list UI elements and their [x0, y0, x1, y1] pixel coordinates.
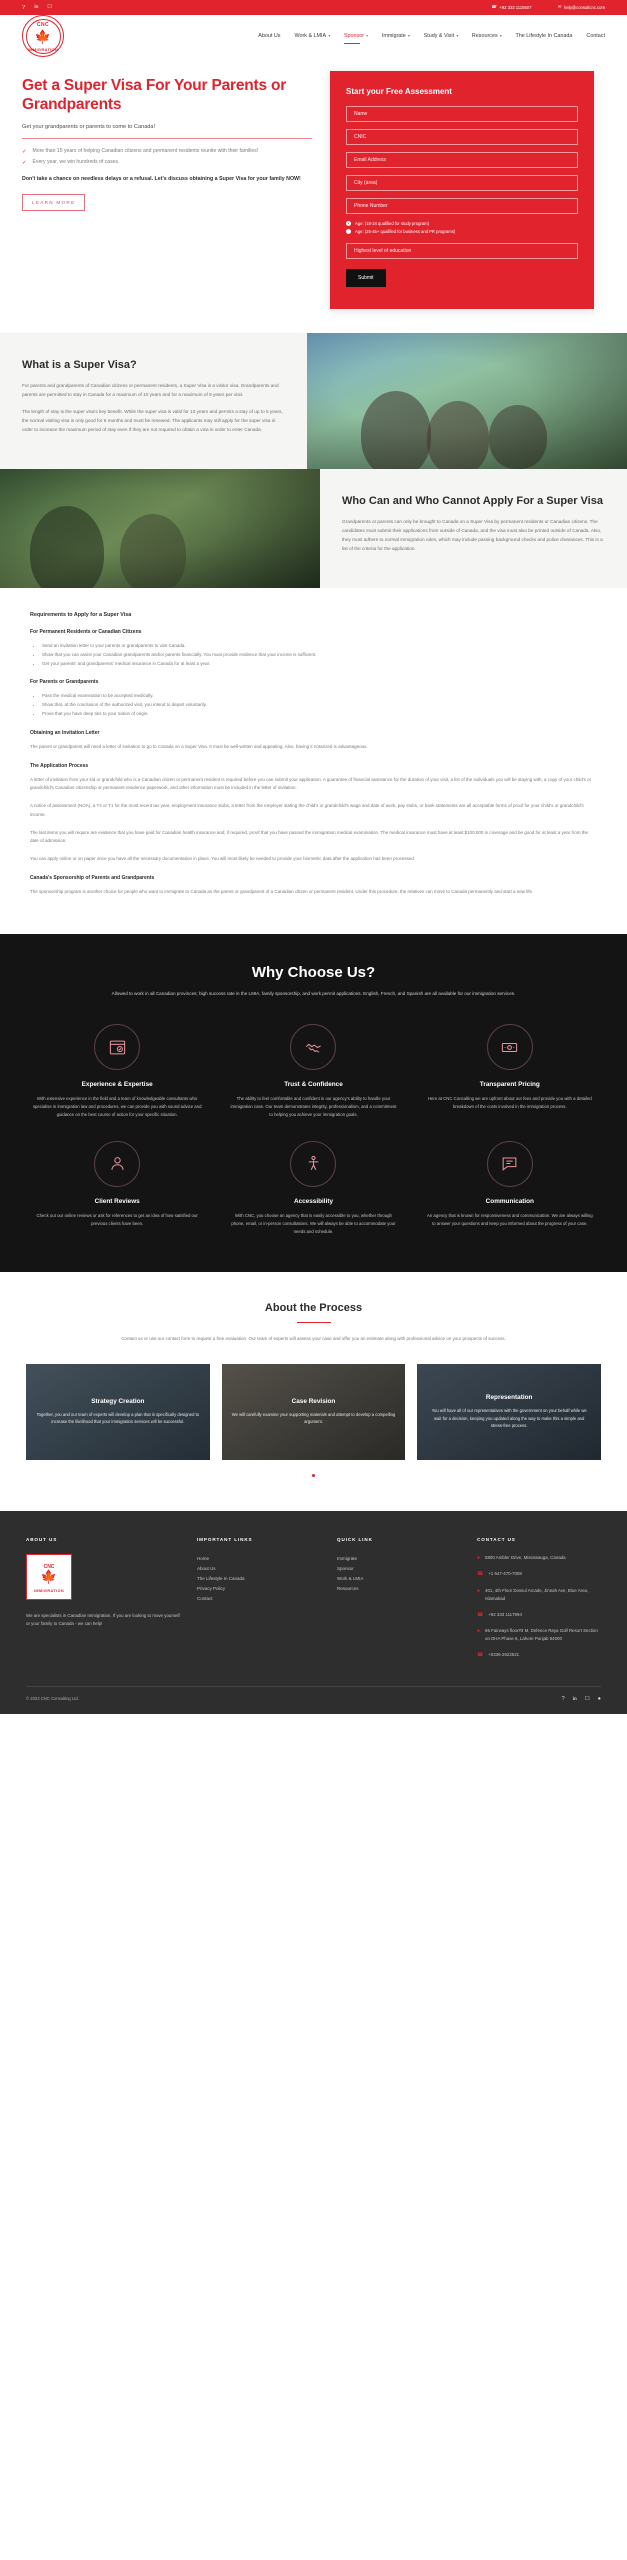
- radio-age-25-45[interactable]: [346, 229, 578, 234]
- about-the-process-section: [0, 1272, 627, 1511]
- nav-label: Resources: [471, 33, 498, 39]
- top-utility-bar: [0, 0, 627, 15]
- nav-label: Study & Visit: [423, 33, 455, 39]
- feature-text: An agency that is known for responsiveness and communication. We are always willing to answer your questions and keep you informed about the progress of your case.: [426, 1212, 593, 1226]
- what-is-text: [0, 333, 307, 469]
- list-item-text: Every year, we win hundreds of cases.: [32, 159, 120, 166]
- what-is-super-visa-section: [0, 333, 627, 469]
- nav-label: The Lifestyle In Canada: [515, 33, 573, 39]
- list-item: • Get your parents' and grandparents' medical insurance in Canada for at least a year.: [42, 660, 597, 669]
- city-field[interactable]: [346, 175, 578, 191]
- radio-age-18-24[interactable]: [346, 221, 578, 226]
- hero-note: Don't take a chance on needless delays or a refusal. Let's discuss obtaining a Super Visa for your family NOW!: [22, 175, 301, 182]
- topbar-contacts: [491, 5, 605, 10]
- feature-title: Accessibility: [293, 1197, 334, 1205]
- maple-leaf-icon: 🍁: [34, 28, 52, 44]
- contact-text: 401, 4th Floor Dossul Arcade, Jinnah Ave, Blue Area, Islamabad: [485, 1588, 589, 1601]
- radio-unselected-icon: [346, 229, 351, 234]
- who-can-apply-section: [0, 469, 627, 588]
- nav-item-sponsor[interactable]: [344, 33, 368, 39]
- footer-link-privacy-policy[interactable]: Privacy Policy: [197, 1586, 226, 1592]
- email-field[interactable]: [346, 152, 578, 168]
- section-title: Who Can and Who Cannot Apply For a Super Visa: [342, 495, 603, 508]
- card-text: You will have all of our representatives with the government on your behalf while we wait for a decision, keeping you updated along the way to make this a simple and stress-free process.: [431, 1408, 587, 1428]
- nav-item-lifestyle[interactable]: [515, 33, 572, 39]
- feature-accessibility: [222, 1141, 404, 1236]
- contact-text: +92 333 1117994: [488, 1611, 522, 1617]
- list-item: [22, 159, 312, 167]
- linkedin-icon[interactable]: in: [572, 1695, 577, 1701]
- radio-label: Age: (18-24 qualified for study program): [355, 221, 430, 226]
- contact-text: 65 Fairways floor#3 M, Defence Raya Golf Resort Section on DHA Phase 6, Lahore Punjab 54000: [485, 1628, 598, 1642]
- topbar-phone[interactable]: ☎ +92 333 1115507: [491, 4, 532, 10]
- logo-text-top: CNC: [43, 1563, 55, 1570]
- submit-button[interactable]: Submit: [346, 269, 386, 287]
- paragraph: You can apply online or on paper once you have all the necessary documentation in place. You will most likely be needed to provide your biometric data after the application has been processed.: [30, 856, 416, 862]
- list-item: • Show that, at the conclusion of the authorized visit, you intend to depart voluntarily.: [42, 701, 597, 710]
- footer-important-links-column: [197, 1537, 321, 1668]
- phone-icon: ☎: [477, 1611, 484, 1618]
- instagram-icon[interactable]: ☐: [47, 4, 52, 10]
- footer-quick-link-column: [337, 1537, 461, 1668]
- nav-item-study-visit[interactable]: [424, 33, 458, 39]
- carousel-dot-active[interactable]: [312, 1474, 315, 1477]
- radio-label: Age: (25-45+ qualified for business and PR programs): [355, 229, 456, 234]
- site-footer: [0, 1511, 627, 1668]
- subsection-title: For Parents or Grandparents: [30, 679, 99, 686]
- list-item: • Send an invitation letter to your parents or grandparents to visit Canada.: [42, 642, 597, 651]
- footer-link-immigrate[interactable]: Immigrate: [337, 1555, 358, 1561]
- footer-link-sponsor[interactable]: Sponsor: [337, 1565, 354, 1571]
- cnic-field[interactable]: [346, 129, 578, 145]
- footer-heading: IMPORTANT LINKS: [197, 1536, 253, 1542]
- map-pin-icon: ●: [477, 1628, 481, 1635]
- subsection-title: Canada's Sponsorship of Parents and Grandparents: [30, 874, 155, 881]
- feature-title: Client Reviews: [94, 1197, 140, 1205]
- paragraph: A letter of invitation from your kid or grandchild who is a Canadian citizen or permanent resident is required before you can submit your application. A guarantee of financial assistance for the duration of your visit, a list of the individuals you will be staying with, a copy of your child's or grandchild's Canadian citizenship or permanent residence paperwork, and other information must be included in the letter of invitation.: [30, 776, 592, 791]
- twitter-icon[interactable]: ●: [597, 1695, 601, 1702]
- section-title: About the Process: [264, 1301, 363, 1314]
- chevron-down-icon: ▾: [456, 34, 458, 38]
- logo-text-top: CNC: [36, 22, 50, 28]
- requirements-list-pr: [42, 642, 597, 668]
- subsection-title: The Application Process: [30, 762, 89, 769]
- section-title: What is a Super Visa?: [22, 359, 137, 371]
- nav-item-contact[interactable]: [586, 33, 605, 39]
- family-selfie-photo: [307, 333, 627, 469]
- price-tag-icon: [487, 1024, 533, 1070]
- process-card-representation[interactable]: [417, 1364, 601, 1460]
- contact-phone-canada[interactable]: [477, 1570, 601, 1579]
- requirements-heading: Requirements to Apply for a Super Visa: [30, 612, 132, 619]
- paragraph: The parent or grandparent will need a letter of invitation to go to Canada on a Super Visa. It must be well-written and appealing. Also, having it notarized is advantageous.: [30, 743, 368, 749]
- list-item: [22, 148, 312, 156]
- footer-copyright-bar: [26, 1686, 601, 1714]
- paragraph: The length of stay is the super visa's key benefit. While the super visa is valid for 10 years and permits a stay of up to 5 years, the normal visiting visa is only good for 6 months and must be renewed. The applicants may still apply for the super visa in order to increase the maximum period of stay even if they are not required to obtain a visa in order to enter Canada.: [22, 409, 283, 432]
- nav-item-immigrate[interactable]: [382, 33, 410, 39]
- contact-text: 5800 Ambler Drive, Mississauga, Canada: [485, 1554, 566, 1560]
- subsection-title: For Permanent Residents or Canadian Citizens: [30, 629, 142, 636]
- feature-trust-confidence: [222, 1024, 404, 1119]
- user-review-icon: [94, 1141, 140, 1187]
- form-heading: Start your Free Assessment: [346, 87, 452, 96]
- feature-transparent-pricing: [419, 1024, 601, 1119]
- hero-subtitle: Get your grandparents or parents to come to Canada!: [22, 123, 156, 130]
- feature-title: Communication: [485, 1197, 534, 1205]
- hero-benefit-list: [22, 148, 312, 168]
- process-card-strategy-creation[interactable]: [26, 1364, 210, 1460]
- card-text: Together, you and our team of experts will develop a plan that is specifically designed to increase the likelihood that your immigration services will be successful.: [36, 1411, 200, 1425]
- feature-experience-expertise: [26, 1024, 208, 1119]
- hero-copy: [22, 71, 312, 211]
- page-title: Get a Super Visa For Your Parents or Grandparents: [22, 77, 287, 113]
- card-title: Case Revision: [291, 1397, 336, 1405]
- feature-client-reviews: [26, 1141, 208, 1236]
- footer-contact-column: [477, 1537, 601, 1668]
- paragraph: A notice of assessment (NOA), a T4 or T1 for the most recent tax year, employment insurance stubs, a letter from the employer stating the child's or grandchild's wage and date of work, pay stubs, or bank statements are all acceptable forms of proof for your child's or grandchild's income.: [30, 803, 584, 817]
- radio-selected-icon: [346, 221, 351, 226]
- paragraph: The sponsorship program is another choice for people who want to immigrate to Canada as the parent or grandparent of a Canadian citizen or permanent resident. Under this procedure, the relatives can move to Canada permanently and start a new life.: [30, 888, 534, 894]
- card-title: Strategy Creation: [91, 1397, 145, 1405]
- features-grid: [26, 1024, 601, 1236]
- footer-contact-list: [477, 1554, 601, 1660]
- paragraph: The last items you will require are evidence that you have paid for Canadian health insurance and, if required, proof that you have passed the immigration medical examination. The medical insurance must have at least $100,000 in coverage and be good for at least a year from the date of admission.: [30, 829, 588, 844]
- chevron-down-icon: ▾: [366, 34, 368, 38]
- phone-field[interactable]: [346, 198, 578, 214]
- footer-important-links: [197, 1554, 321, 1605]
- nav-item-resources[interactable]: [472, 33, 502, 39]
- contact-phone-lahore[interactable]: [477, 1651, 601, 1660]
- logo-text-bottom: IMMIGRATION: [27, 47, 59, 52]
- carousel-dots[interactable]: [26, 1474, 601, 1477]
- phone-icon: ☎: [477, 1571, 484, 1578]
- nav-item-about-us[interactable]: [258, 33, 280, 39]
- logo-text-bottom: IMMIGRATION: [33, 1588, 65, 1593]
- footer-wrapper: [0, 1511, 627, 1714]
- contact-text: +0336-2622621: [488, 1651, 520, 1657]
- feature-text: The ability to feel comfortable and confident in our agency's ability to handle your immigration case. Our team demonstrates integrity, professionalism, and a commitment to helping you achieve your immigration goals.: [230, 1096, 397, 1118]
- age-radio-group: [346, 221, 578, 234]
- footer-heading: CONTACT US: [477, 1536, 516, 1542]
- list-item-text: More than 15 years of helping Canadian citizens and permanent residents reunite with their families!: [32, 147, 259, 154]
- feature-title: Trust & Confidence: [284, 1081, 343, 1089]
- learn-more-button[interactable]: LEARN MORE: [22, 194, 85, 211]
- requirements-list-parents: [42, 692, 597, 718]
- handshake-icon: [290, 1024, 336, 1070]
- footer-link-home[interactable]: Home: [197, 1555, 210, 1561]
- feature-title: Transparent Pricing: [479, 1081, 540, 1089]
- copyright-text: © 2023 CNC Consulting Ltd.: [26, 1696, 79, 1702]
- card-title: Representation: [485, 1394, 533, 1402]
- footer-about-text: We are specialists in Canadian Immigration. If you are looking to move yourself or your family to Canada - we can help!: [26, 1612, 180, 1626]
- contact-phone-islamabad[interactable]: [477, 1611, 601, 1620]
- subsection-title: Obtaining an Invitation Letter: [30, 729, 100, 736]
- grandfather-son-photo: [0, 469, 320, 588]
- process-card-case-revision[interactable]: [222, 1364, 406, 1460]
- accessibility-icon: [290, 1141, 336, 1187]
- topbar-email[interactable]: ✉ help@consultcnc.com: [557, 4, 605, 10]
- hero-section: [0, 57, 627, 333]
- feature-text: With CNC, you choose an agency that is easily accessible to you, whether through phone, email, or in-person consultations. We will always be able to accommodate your needs and schedule.: [231, 1212, 396, 1234]
- maple-leaf-icon: 🍁: [40, 1568, 58, 1584]
- nav-label: Work & LMIA: [294, 33, 327, 39]
- contact-address-mississauga: [477, 1554, 601, 1563]
- list-item: • Show that you can assist your Canadian grandparents and/or parents financially. You must provide evidence that your income is sufficient.: [42, 651, 597, 660]
- nav-label: Immigrate: [381, 33, 406, 39]
- footer-quick-links: [337, 1554, 461, 1595]
- section-lead: Allowed to work in all Canadian provinces; high success rate in the LMIA, family sponsorship, and work permit applications. English, French, and Spanish are all available for our immigration services.: [111, 990, 516, 996]
- section-title: Why Choose Us?: [251, 963, 376, 981]
- title-underline: [297, 1322, 331, 1323]
- nav-label: Contact: [586, 33, 605, 39]
- nav-item-work-lmia[interactable]: [294, 33, 329, 39]
- education-select[interactable]: [346, 243, 578, 259]
- divider: [22, 138, 312, 139]
- why-choose-us-section: [0, 934, 627, 1272]
- feature-text: Check out our online reviews or ask for references to get an idea of how satisfied our previous clients have been.: [36, 1212, 198, 1226]
- paragraph: For parents and grandparents of Canadian citizens or permanent residents, a Super Visa is a visitor visa. Grandparents and parents are permitted to stay in Canada for a maximum of 10 years and for a maximum of 5 years per visit.: [22, 383, 279, 397]
- check-icon: ✓: [22, 160, 27, 167]
- mail-icon: ✉: [557, 4, 561, 10]
- feature-title: Experience & Expertise: [81, 1081, 153, 1089]
- name-field[interactable]: [346, 106, 578, 122]
- footer-heading: ABOUT US: [26, 1536, 58, 1542]
- footer-heading: QUICK LINK: [337, 1536, 373, 1542]
- process-cards: [26, 1364, 601, 1460]
- footer-link-resources[interactable]: Resources: [337, 1586, 359, 1592]
- facebook-icon[interactable]: ?: [561, 1695, 565, 1702]
- main-navigation: [0, 15, 627, 57]
- nav-label: Sponsor: [343, 33, 365, 39]
- footer-social-links: [562, 1696, 601, 1702]
- topbar-social-links: [22, 5, 52, 11]
- footer-about-column: [26, 1537, 181, 1668]
- chevron-down-icon: ▾: [499, 34, 502, 38]
- feature-text: With extensive experience in the field and a team of knowledgeable consultants who specialise in immigration law and procedures, we can provide you with sound advice and guidance on the best course of action for your specific situation.: [32, 1096, 202, 1118]
- footer-link-work-lmia[interactable]: Work & LMIA: [337, 1575, 364, 1581]
- card-text: We will carefully examine your supporting materials and attempt to develop a compelling argument.: [231, 1411, 396, 1425]
- chevron-down-icon: ▾: [407, 34, 410, 38]
- check-icon: ✓: [22, 148, 27, 155]
- list-item: • Prove that you have deep ties to your nation of origin.: [42, 710, 597, 719]
- map-pin-icon: ●: [477, 1554, 481, 1561]
- contact-text: +1 647-470-7008: [488, 1571, 522, 1577]
- nav-links: [258, 33, 605, 39]
- chat-bubble-icon: [487, 1141, 533, 1187]
- list-item: • Pass the medical examination to be accepted medically.: [42, 692, 597, 701]
- footer-link-contact[interactable]: Contact: [197, 1596, 213, 1602]
- footer-link-lifestyle[interactable]: The Lifestyle In Canada: [197, 1575, 245, 1581]
- map-pin-icon: ●: [477, 1588, 481, 1595]
- section-lead: Contact us or use our contact form to request a free evaluation. Our team of experts will assess your case and offer you an estimate along with professional advice on your prospects of success.: [121, 1336, 506, 1342]
- linkedin-icon[interactable]: in: [34, 4, 39, 10]
- site-logo[interactable]: [22, 15, 64, 57]
- paragraph: Grandparents or parents can only be brought to Canada on a Super Visa by permanent residents or Canadian citizens. The candidates must submit their applications from outside of Canada, and the visa must also be printed outside of Canada. Also, they must adhere to normal immigration rules, which may include passing background checks and police clearances. This is a list of the criteria for the application.: [342, 519, 603, 551]
- footer-logo[interactable]: [26, 1554, 72, 1600]
- nav-label: About Us: [258, 33, 281, 39]
- instagram-icon[interactable]: ☐: [584, 1695, 590, 1702]
- feature-communication: [419, 1141, 601, 1236]
- facebook-icon[interactable]: ?: [22, 4, 26, 11]
- footer-link-about-us[interactable]: About Us: [197, 1565, 216, 1571]
- free-assessment-form: [330, 71, 594, 309]
- phone-icon: ☎: [491, 4, 497, 10]
- requirements-section: [0, 588, 627, 933]
- phone-icon: ☎: [477, 1651, 484, 1658]
- browser-check-icon: [94, 1024, 140, 1070]
- contact-address-lahore: [477, 1627, 601, 1642]
- who-can-apply-text: [320, 469, 627, 588]
- contact-address-islamabad: [477, 1587, 601, 1602]
- chevron-down-icon: ▾: [328, 34, 330, 38]
- feature-text: Here at CNC Consulting we are upfront about our fees and provide you with a detailed breakdown of the costs involved in the immigration process.: [427, 1096, 592, 1110]
